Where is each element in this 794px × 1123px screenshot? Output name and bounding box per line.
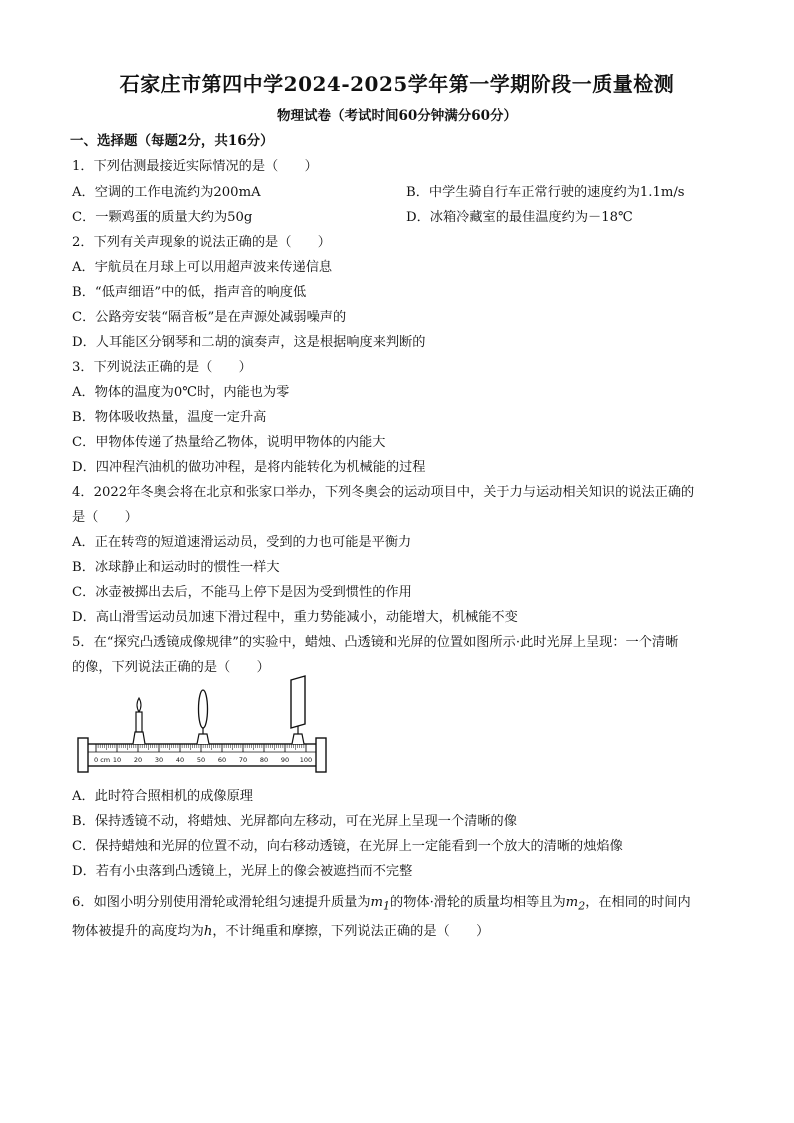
q6-text-2: 的物体·滑轮的质量均相等且为	[390, 895, 566, 910]
scale-tick-label: 30	[154, 756, 164, 764]
q3-option-a: A．物体的温度为0℃时，内能也为零	[72, 385, 290, 400]
q3-option-c: C．甲物体传递了热量给乙物体，说明甲物体的内能大	[72, 435, 386, 450]
optical-bench-diagram	[72, 674, 332, 778]
q4-option-b: B．冰球静止和运动时的惯性一样大	[72, 560, 280, 575]
q5-option-d: D．若有小虫落到凸透镜上，光屏上的像会被遮挡而不完整	[72, 864, 413, 879]
lens-holder	[197, 734, 209, 744]
q4-option-c: C．冰壶被掷出去后，不能马上停下是因为受到惯性的作用	[72, 585, 412, 600]
q5-option-c: C．保持蜡烛和光屏的位置不动，向右移动透镜，在光屏上一定能看到一个放大的清晰的烛焰像	[72, 839, 623, 854]
scale-tick-label: 60	[217, 756, 227, 764]
q5-stem-line1: 5．在“探究凸透镜成像规律”的实验中，蜡烛、凸透镜和光屏的位置如图所示·此时光屏上呈现：一个清晰	[72, 635, 679, 650]
q4-stem-line1: 4．2022年冬奥会将在北京和张家口举办，下列冬奥会的运动项目中，关于力与运动相关知识的说法正确的	[72, 485, 695, 500]
q3-option-b: B．物体吸收热量，温度一定升高	[72, 410, 267, 425]
scale-tick-label: 40	[175, 756, 185, 764]
candle-flame	[137, 698, 141, 712]
candle-body	[136, 712, 142, 732]
screen-holder	[292, 734, 304, 744]
convex-lens	[197, 690, 209, 744]
candle	[133, 698, 145, 744]
q4-option-a: A．正在转弯的短道速滑运动员，受到的力也可能是平衡力	[72, 535, 412, 550]
q3-option-d: D．四冲程汽油机的做功冲程，是将内能转化为机械能的过程	[72, 460, 426, 475]
scale-tick-label: 50	[196, 756, 206, 764]
q2-option-c: C．公路旁安装“隔音板”是在声源处减弱噪声的	[72, 310, 347, 325]
q2-option-b: B．“低声细语”中的低，指声音的响度低	[72, 285, 307, 300]
scale-tick-label: 0 cm	[94, 756, 111, 764]
q6-text-4: 物体被提升的高度均为	[72, 923, 204, 939]
q6-text-3: ，在相同的时间内	[585, 895, 691, 910]
scale-tick-label: 70	[238, 756, 248, 764]
bench-right-end	[316, 738, 326, 772]
section-heading-choice: 一、选择题（每题2分，共16分）	[70, 133, 274, 149]
scale-tick-label: 20	[133, 756, 143, 764]
q1-option-b: B．中学生骑自行车正常行驶的速度约为1.1m/s	[406, 185, 685, 200]
q2-option-a: A．宇航员在月球上可以用超声波来传递信息	[72, 260, 333, 275]
q6-text-5: ，不计绳重和摩擦，下列说法正确的是（ ）	[212, 923, 490, 939]
m2-subscript: 2	[578, 899, 586, 913]
bench-left-end	[78, 738, 88, 772]
exam-subtitle: 物理试卷（考试时间60分钟满分60分）	[276, 108, 518, 124]
m2-symbol: m	[565, 895, 579, 910]
q6-stem	[72, 890, 732, 944]
q3-stem: 3．下列说法正确的是（ ）	[72, 360, 252, 375]
q6-text-1: 6．如图小明分别使用滑轮或滑轮组匀速提升质量为	[72, 895, 371, 910]
scale-tick-label: 100	[299, 756, 313, 764]
candle-holder	[133, 732, 145, 744]
light-screen	[291, 676, 305, 744]
lens-body	[199, 690, 208, 728]
q4-stem-line2: 是（ ）	[72, 510, 138, 525]
scale-tick-label: 10	[112, 756, 122, 764]
q2-stem: 2．下列有关声现象的说法正确的是（ ）	[72, 235, 331, 250]
q1-option-d: D．冰箱冷藏室的最佳温度约为－18℃	[406, 210, 633, 225]
h-symbol: h	[203, 923, 213, 939]
q5-stem-line2: 的像，下列说法正确的是（ ）	[72, 660, 270, 675]
scale-tick-label: 80	[259, 756, 269, 764]
exam-title: 石家庄市第四中学2024-2025学年第一学期阶段一质量检测	[119, 72, 675, 96]
q5-option-a: A．此时符合照相机的成像原理	[72, 789, 253, 804]
q1-stem: 1．下列估测最接近实际情况的是（ ）	[72, 159, 318, 174]
q1-option-c: C．一颗鸡蛋的质量大约为50g	[72, 210, 253, 225]
m1-symbol: m	[370, 895, 384, 910]
scale-tick-label: 90	[280, 756, 290, 764]
q5-option-b: B．保持透镜不动，将蜡烛、光屏都向左移动，可在光屏上呈现一个清晰的像	[72, 814, 517, 829]
m1-subscript: 1	[383, 899, 391, 913]
screen-panel	[291, 676, 305, 728]
q2-option-d: D．人耳能区分钢琴和二胡的演奏声，这是根据响度来判断的	[72, 335, 426, 350]
q4-option-d: D．高山滑雪运动员加速下滑过程中，重力势能减小，动能增大，机械能不变	[72, 610, 518, 625]
q1-option-a: A．空调的工作电流约为200mA	[72, 185, 261, 200]
